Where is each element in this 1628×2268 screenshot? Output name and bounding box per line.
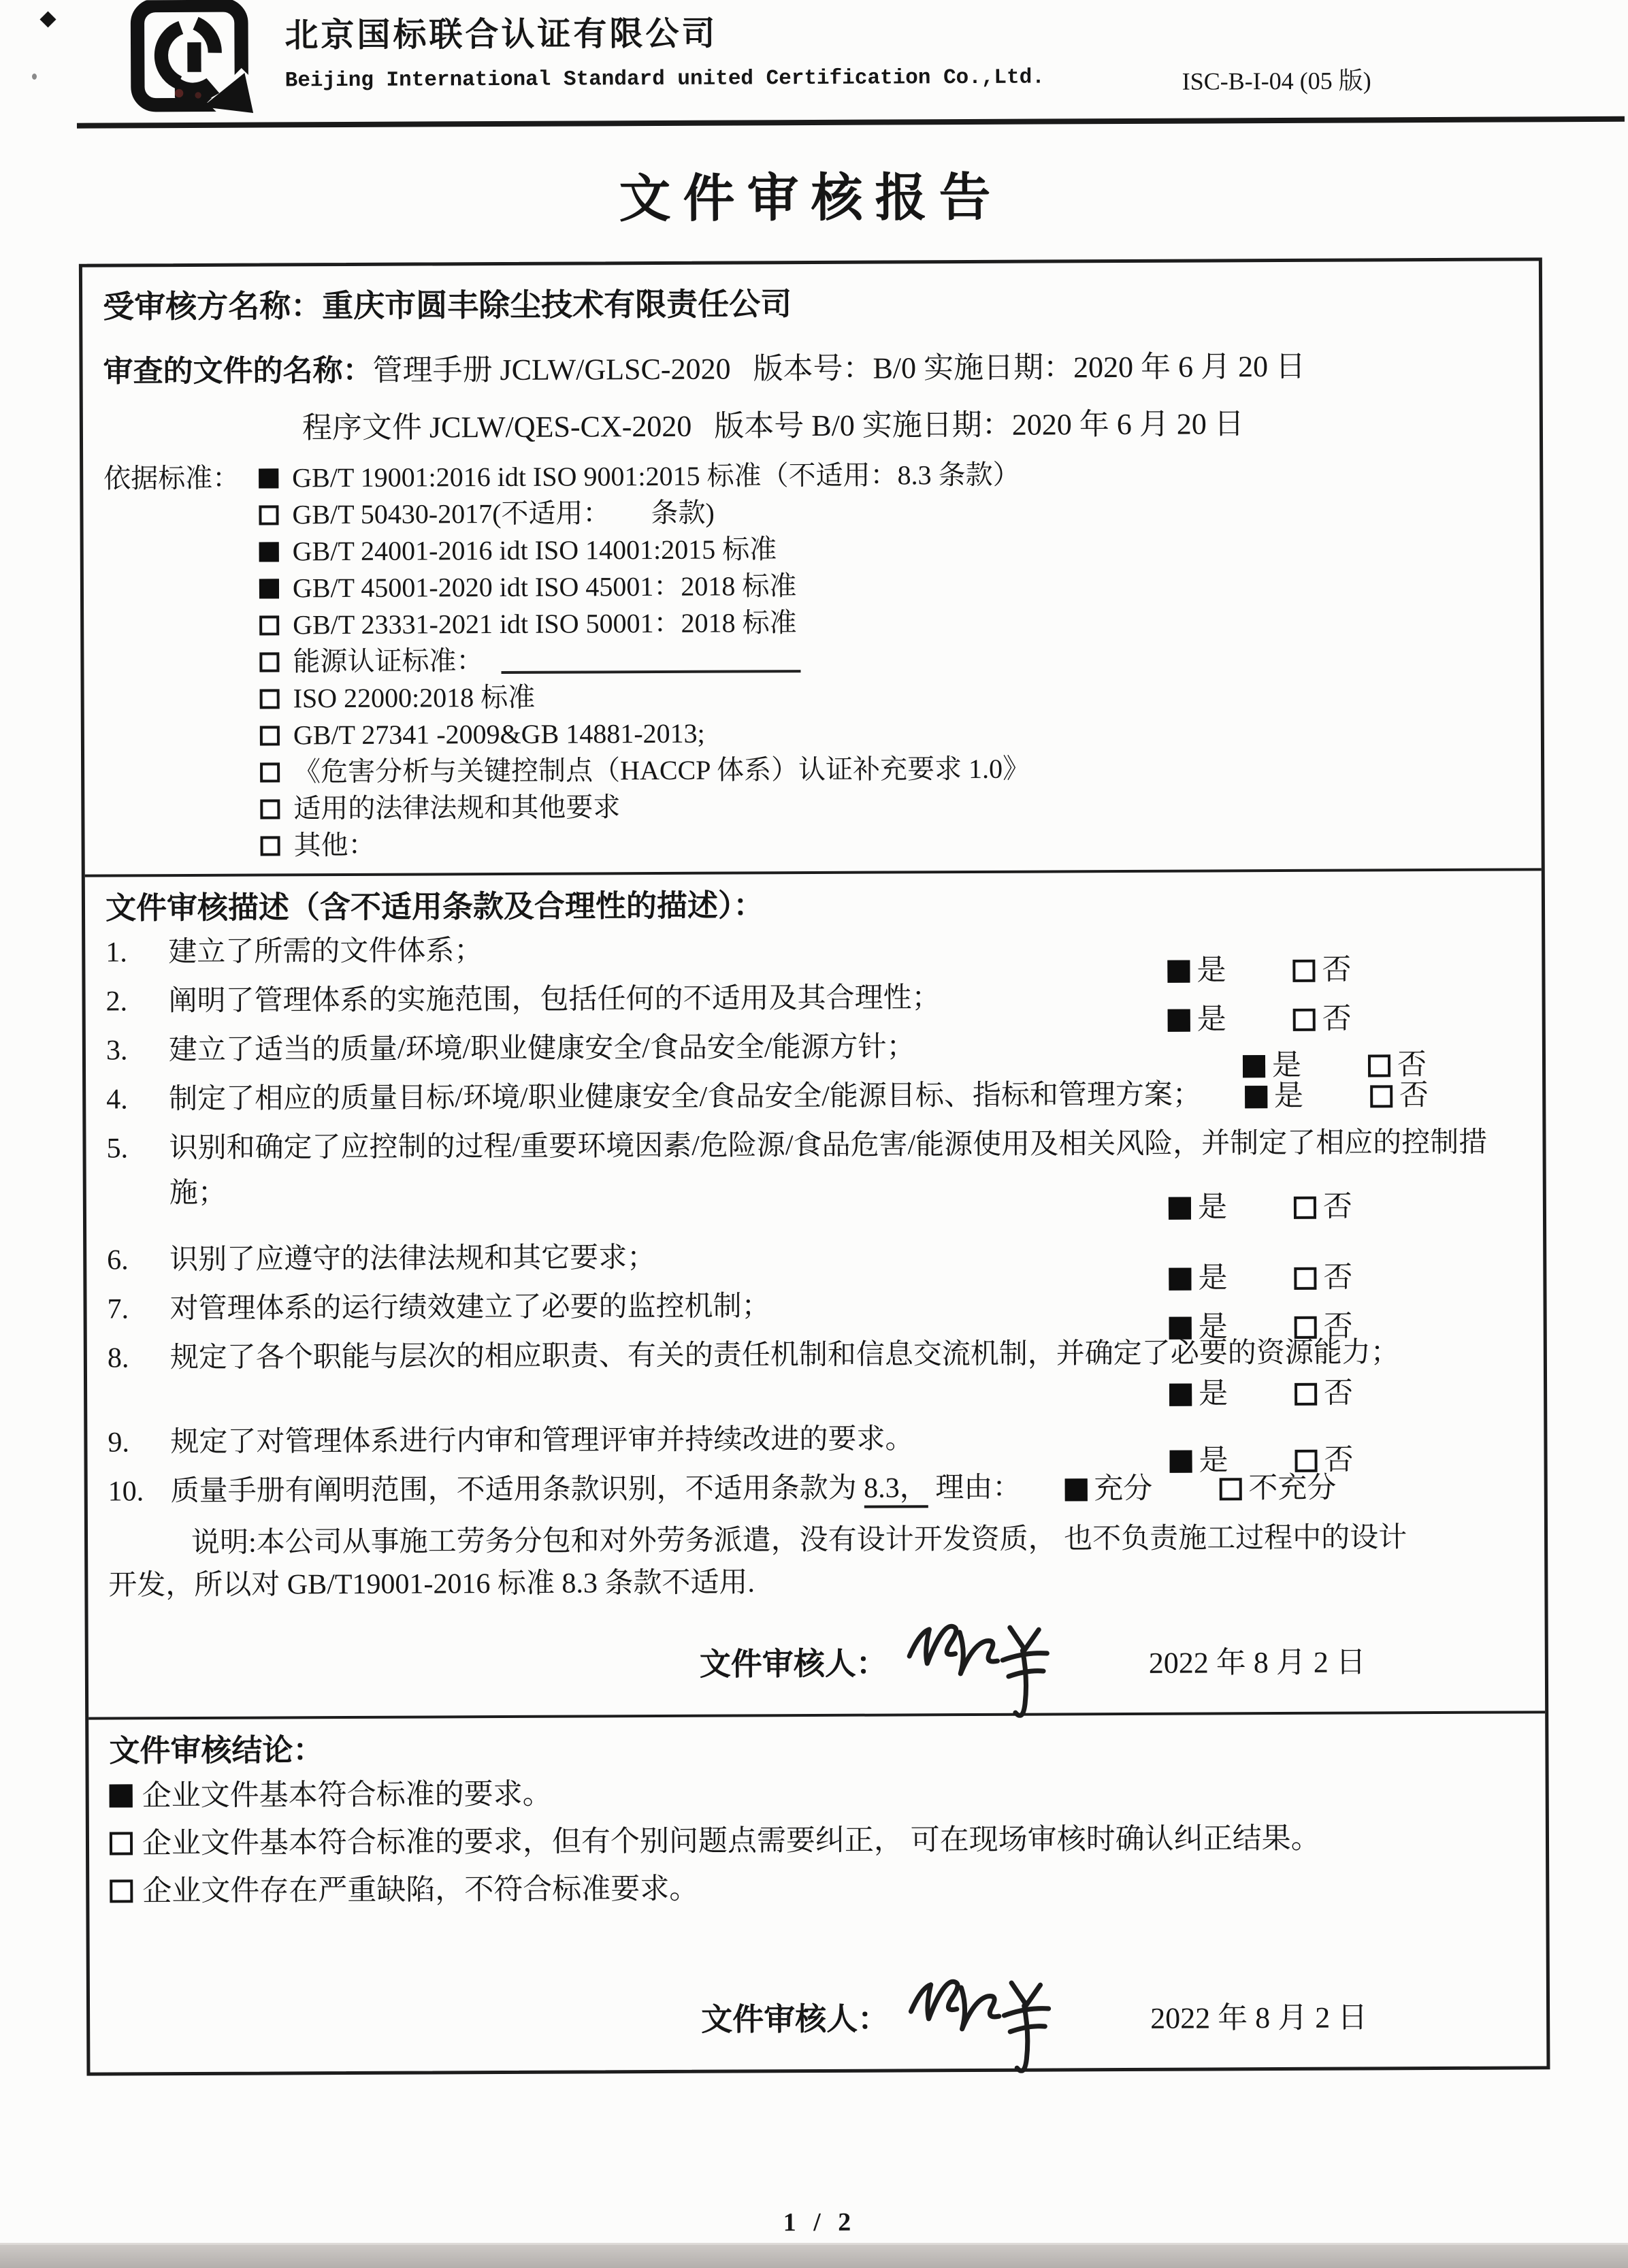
checkbox-icon <box>110 1832 133 1855</box>
checkbox-icon <box>260 799 280 819</box>
reviewed-docs-line2: 程序文件 JCLW/QES-CX-2020 版本号 B/0 实施日期：2020 年 6 月 20 日 <box>302 407 1244 445</box>
item-number: 3. <box>105 1035 128 1067</box>
standard-text: 其他： <box>293 829 376 861</box>
item-text: 质量手册有阐明范围，不适用条款识别，不适用条款为 8.3， 理由： 充分 不充分 <box>171 1463 1524 1517</box>
item-number: 2. <box>105 986 128 1018</box>
checkbox-icon <box>260 689 280 709</box>
standard-text: 能源认证标准： <box>293 645 484 677</box>
checkbox-icon <box>261 836 280 856</box>
standard-text: 《危害分析与关键控制点（HACCP 体系）认证补充要求 1.0》 <box>293 753 1030 788</box>
item-number: 1. <box>105 937 127 969</box>
checkbox-icon <box>259 652 279 672</box>
checkbox-icon <box>259 615 279 635</box>
adequate-checkbox-icon <box>1064 1478 1087 1501</box>
adequacy-answer <box>1064 1466 1336 1512</box>
no-label: 否 <box>1322 1003 1352 1035</box>
reviewer-label: 文件审核人： <box>699 1646 888 1682</box>
audited-party-row <box>103 278 1518 328</box>
checkbox-icon <box>259 468 278 488</box>
reviewer-signature-row <box>701 1973 1527 2057</box>
conclusion-section <box>88 1711 1546 2072</box>
checkbox-icon <box>259 542 279 562</box>
no-label: 否 <box>1399 1080 1429 1112</box>
conclusion-option <box>110 1863 1525 1914</box>
company-name-cn: 北京国标联合认证有限公司 <box>284 14 718 55</box>
item-number: 8. <box>107 1342 129 1374</box>
description-item <box>105 973 1521 1036</box>
description-item <box>108 1463 1524 1517</box>
reviewer-label: 文件审核人： <box>701 2001 890 2037</box>
review-description-section <box>85 868 1545 1717</box>
conclusion-option-text: 企业文件存在严重缺陷，不符合标准要求。 <box>142 1873 699 1908</box>
yes-label: 是 <box>1198 1262 1228 1295</box>
item-text: 建立了适当的质量/环境/职业健康安全/食品安全/能源方针； <box>168 1031 915 1067</box>
audited-party-value: 重庆市圆丰除尘技术有限责任公司 <box>322 285 792 325</box>
checkbox-icon <box>260 726 280 745</box>
conclusion-option-text: 企业文件基本符合标准的要求。 <box>142 1778 552 1813</box>
item-number: 9. <box>108 1427 130 1459</box>
item-number: 7. <box>107 1293 129 1325</box>
reviewed-docs-row1 <box>103 345 1518 392</box>
yes-no-answer <box>1169 1185 1352 1231</box>
yes-no-answer <box>1169 1372 1353 1417</box>
no-label: 否 <box>1324 1444 1354 1476</box>
item-text: 建立了所需的文件体系； <box>168 935 483 969</box>
standard-item <box>260 785 1520 827</box>
no-label: 否 <box>1323 1261 1353 1294</box>
reviewer-signature <box>897 1615 1069 1718</box>
item-text: 识别了应遵守的法律法规和其它要求； <box>169 1242 656 1276</box>
checkbox-icon <box>260 762 280 782</box>
no-label: 否 <box>1323 1310 1353 1343</box>
yes-label: 是 <box>1271 1049 1302 1082</box>
standard-text: 适用的法律法规和其他要求 <box>293 792 621 824</box>
standard-text: GB/T 27341 -2009&GB 14881-2013; <box>293 717 705 751</box>
checkbox-icon <box>259 505 278 525</box>
standard-text: ISO 22000:2018 标准 <box>293 681 536 714</box>
standard-text: GB/T 19001:2016 idt ISO 9001:2015 标准（不适用：8.3 条款） <box>292 459 1020 493</box>
company-name-en: Beijing International Standard united Certification Co.,Ltd. <box>284 65 1045 93</box>
letterhead <box>0 0 1625 123</box>
item-text: 规定了对管理体系进行内审和管理评审并持续改进的要求。 <box>170 1423 914 1459</box>
standard-item <box>259 528 1520 570</box>
standard-item <box>259 454 1519 496</box>
company-logo-icon <box>127 0 256 114</box>
no-label: 否 <box>1322 1190 1353 1223</box>
standard-item <box>260 675 1520 717</box>
conclusion-title: 文件审核结论： <box>109 1733 324 1768</box>
statement-line2: 开发，所以对 GB/T19001-2016 标准 8.3 条款不适用. <box>108 1567 755 1602</box>
item-number: 6. <box>107 1244 129 1276</box>
standard-item <box>260 711 1520 754</box>
basic-info-section <box>82 261 1542 874</box>
yes-checkbox-icon <box>1169 1383 1192 1406</box>
standard-text: GB/T 50430-2017(不适用： 条款) <box>292 497 715 530</box>
checkbox-icon <box>259 579 279 598</box>
description-item <box>107 1280 1523 1344</box>
item-text: 阐明了管理体系的实施范围，包括任何的不适用及其合理性； <box>168 982 941 1018</box>
standard-text: GB/T 45001-2020 idt ISO 45001：2018 标准 <box>292 570 797 604</box>
reviewer-signature-row <box>700 1618 1525 1702</box>
standard-item <box>259 638 1520 680</box>
statement-line1: 说明:本公司从事施工劳务分包和对外劳务派遣，没有设计开发资质， 也不负责施工过程中的设计 <box>191 1522 1407 1559</box>
yes-label: 是 <box>1273 1080 1304 1113</box>
item-text: 制定了相应的质量目标/环境/职业健康安全/食品安全/能源目标、指标和管理方案； 是 否 <box>169 1071 1522 1124</box>
reviewer-signature <box>898 1971 1071 2073</box>
conclusion-option <box>110 1815 1525 1866</box>
form-code: ISC-B-I-04 (05 版) <box>1182 67 1371 95</box>
standards-checklist <box>103 454 1521 864</box>
standards-label: 依据标准： <box>103 462 240 494</box>
blank-underline <box>501 647 800 674</box>
no-checkbox-icon <box>1294 1196 1316 1218</box>
no-label: 否 <box>1324 1377 1354 1410</box>
description-item <box>105 924 1521 987</box>
checkbox-icon <box>110 1784 133 1807</box>
yes-label: 是 <box>1198 1311 1228 1344</box>
page-number: 1 / 2 <box>783 2207 857 2237</box>
conclusion-option-text: 企业文件基本符合标准的要求，但有个别问题点需要纠正， 可在现场审核时确认纠正结果。 <box>142 1822 1320 1860</box>
review-date: 2022 年 8 月 2 日 <box>1148 1645 1366 1680</box>
audited-party-label: 受审核方名称： <box>103 287 323 325</box>
yes-label: 是 <box>1196 954 1226 987</box>
document-title: 文件审核报告 <box>619 169 1003 229</box>
yes-label: 是 <box>1199 1444 1228 1477</box>
yes-label: 是 <box>1196 1003 1226 1036</box>
no-label: 否 <box>1322 954 1352 986</box>
reviewed-docs-line1: 管理手册 JCLW/GLSC-2020 版本号：B/0 实施日期：2020 年 6 月 20 日 <box>372 349 1306 387</box>
review-date: 2022 年 8 月 2 日 <box>1150 2000 1368 2035</box>
description-item <box>105 1022 1522 1082</box>
yes-label: 是 <box>1197 1191 1228 1224</box>
standard-item <box>260 822 1520 864</box>
adequate-label: 充分 <box>1094 1473 1153 1506</box>
item-number: 5. <box>106 1133 129 1165</box>
item-text: 对管理体系的运行绩效建立了必要的监控机制； <box>169 1291 770 1325</box>
item-number: 10. <box>108 1476 144 1508</box>
item-text: 识别和确定了应控制的过程/重要环境因素/危险源/食品危害/能源使用及相关风险，并制定了相应的控制措施； <box>169 1127 1488 1210</box>
inadequate-label: 不充分 <box>1248 1472 1337 1505</box>
standard-item <box>259 491 1519 533</box>
yes-label: 是 <box>1199 1378 1228 1410</box>
conclusion-option <box>110 1768 1525 1819</box>
description-item <box>106 1120 1523 1236</box>
no-checkbox-icon <box>1370 1085 1393 1107</box>
scan-edge-strip <box>0 2245 1628 2268</box>
description-item <box>106 1071 1522 1124</box>
yes-checkbox-icon <box>1245 1086 1267 1108</box>
standard-text: GB/T 24001-2016 idt ISO 14001:2015 标准 <box>292 534 777 567</box>
no-label: 否 <box>1397 1049 1427 1082</box>
description-item <box>108 1414 1523 1477</box>
description-item <box>108 1329 1524 1419</box>
standard-text: GB/T 23331-2021 idt ISO 50001：2018 标准 <box>293 607 797 641</box>
yes-checkbox-icon <box>1169 1197 1191 1219</box>
description-title: 文件审核描述（含不适用条款及合理性的描述）： <box>105 888 764 926</box>
standard-item <box>259 564 1520 606</box>
yes-no-answer <box>1245 1073 1429 1119</box>
inadequate-checkbox-icon <box>1219 1478 1241 1500</box>
standard-item <box>259 601 1520 643</box>
report-table <box>79 257 1550 2075</box>
reviewed-docs-label: 审查的文件的名称： <box>103 353 373 389</box>
item-text: 规定了各个职能与层次的相应职责、有关的责任机制和信息交流机制，并确定了必要的资源能力； <box>169 1337 1399 1374</box>
description-item <box>107 1231 1523 1295</box>
underlined-clause: 8.3， <box>864 1472 928 1508</box>
item-number: 4. <box>106 1084 128 1116</box>
checkbox-icon <box>110 1879 133 1902</box>
standard-item <box>260 748 1520 790</box>
no-checkbox-icon <box>1295 1382 1317 1405</box>
